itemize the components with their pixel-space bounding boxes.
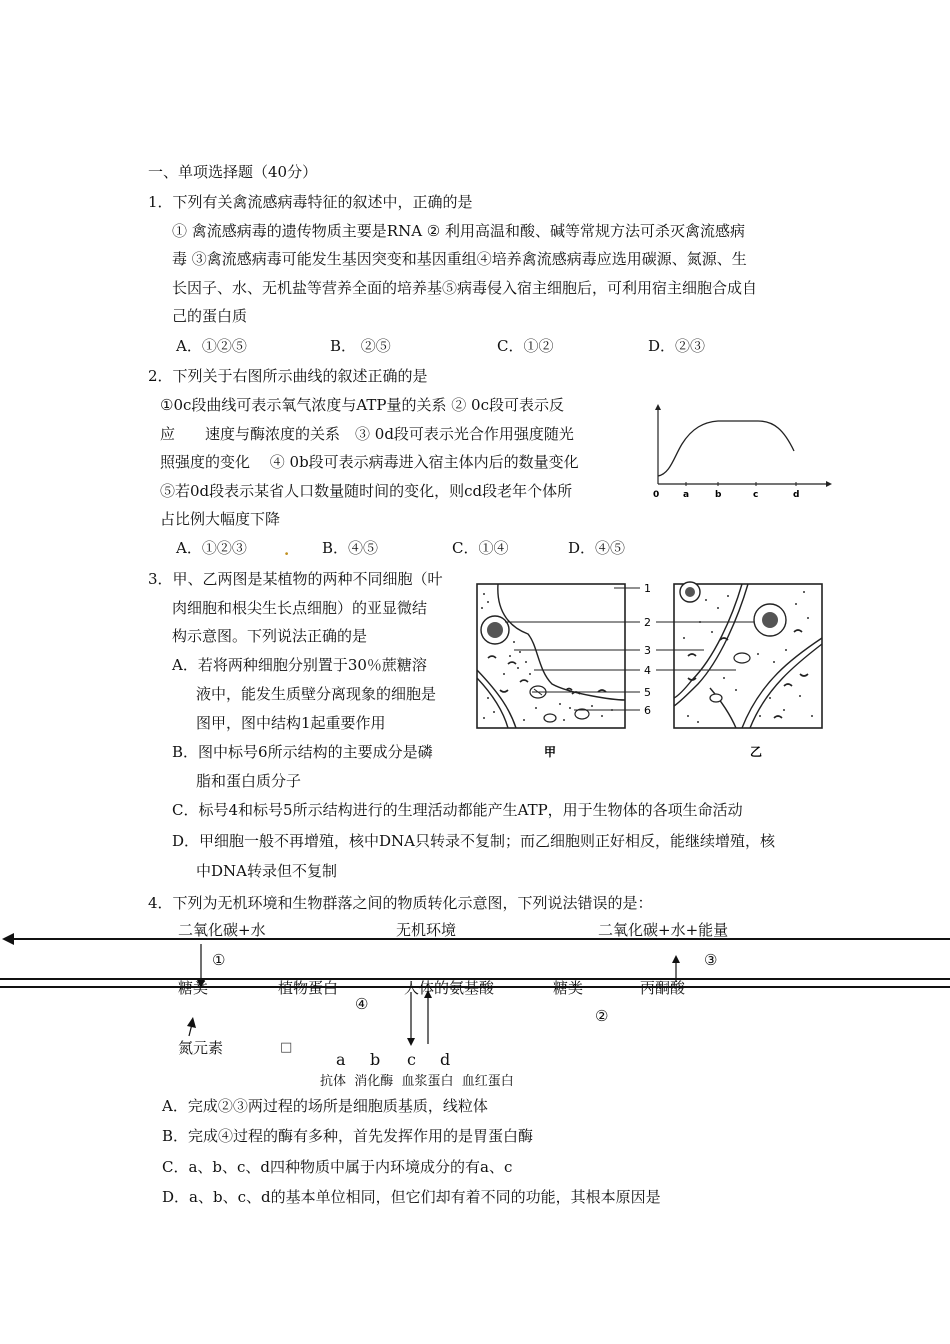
- question-4-option-b: B．完成④过程的酶有多种，首先发挥作用的是胃蛋白酶: [162, 1127, 534, 1145]
- question-3-stem: 3．甲、乙两图是某植物的两种不同细胞（叶: [148, 570, 443, 588]
- diagram-node: 糖类: [178, 979, 209, 997]
- question-2-line: 照强度的变化 ④ 0b段可表示病毒进入宿主体内后的数量变化: [160, 453, 579, 471]
- question-1-option-a: A．①②⑤: [176, 337, 247, 355]
- question-4-option-d: D．a、b、c、d的基本单位相同，但它们却有着不同的功能，其根本原因是: [162, 1188, 661, 1206]
- question-2-option-a: A．①②③: [176, 539, 247, 557]
- question-1-line: ① 禽流感病毒的遗传物质主要是RNA ② 利用高温和酸、碱等常规方法可杀灭禽流感病: [172, 222, 746, 240]
- diagram-node: 丙酮酸: [640, 979, 686, 997]
- protein-letter: d: [440, 1050, 451, 1069]
- box-glyph: □: [280, 1040, 293, 1055]
- question-2-line: 应 速度与酶浓度的关系 ③ 0d段可表示光合作用强度随光: [160, 425, 574, 443]
- question-2-stem: 2．下列关于右图所示曲线的叙述正确的是: [148, 367, 428, 385]
- caption-jia: 甲: [544, 745, 557, 759]
- diagram-node: 人体的氨基酸: [404, 979, 495, 997]
- question-3-option-c: C．标号4和标号5所示结构进行的生理活动都能产生ATP，用于生物体的各项生命活动: [172, 801, 743, 819]
- diagram-node: 植物蛋白: [278, 979, 339, 997]
- question-4-stem: 4．下列为无机环境和生物群落之间的物质转化示意图，下列说法错误的是：: [148, 894, 653, 912]
- cell-label: 4: [644, 664, 651, 677]
- curve-graph: [648, 402, 834, 500]
- graph-x-arrow: [826, 481, 832, 487]
- question-4-option-c: C．a、b、c、d四种物质中属于内环境成分的有a、c: [162, 1158, 513, 1176]
- question-1-line: 己的蛋白质: [172, 307, 248, 325]
- nitrogen-label: 氮元素: [178, 1039, 224, 1057]
- cell-label: 2: [644, 616, 651, 629]
- cell-label: 1: [644, 582, 651, 595]
- graph-tick-label: a: [683, 490, 690, 500]
- question-3-option-b: 脂和蛋白质分子: [196, 772, 302, 790]
- question-1-option-b: B． ②⑤: [330, 337, 391, 355]
- question-1-line: 毒 ③禽流感病毒可能发生基因突变和基因重组④培养禽流感病毒应选用碳源、氮源、生: [172, 250, 747, 268]
- question-2-line: ⑤若0d段表示某省人口数量随时间的变化，则cd段老年个体所: [160, 482, 573, 500]
- question-3-option-a: 液中，能发生质壁分离现象的细胞是: [196, 685, 437, 703]
- diagram-top-left: 二氧化碳+水: [178, 921, 266, 939]
- graph-tick-label: d: [793, 490, 800, 500]
- diagram-node: 糖类: [553, 979, 584, 997]
- question-3-stem: 构示意图。下列说法正确的是: [172, 627, 368, 645]
- question-1-option-d: D．②③: [648, 337, 706, 355]
- question-3-option-d: D．甲细胞一般不再增殖，核中DNA只转录不复制；而乙细胞则正好相反，能继续增殖，核: [172, 832, 776, 850]
- question-1-option-c: C．①②: [497, 337, 554, 355]
- question-2-option-c: C．①④: [452, 539, 509, 557]
- graph-tick-label: 0: [653, 490, 660, 500]
- question-3-option-d: 中DNA转录但不复制: [196, 862, 337, 880]
- protein-letter: b: [370, 1050, 381, 1069]
- question-1-line: 长因子、水、无机盐等营养全面的培养基⑤病毒侵入宿主细胞后，可利用宿主细胞合成自: [172, 279, 758, 297]
- cell-figure: [474, 578, 826, 764]
- protein-letter: c: [407, 1050, 416, 1069]
- stray-dot: .: [284, 541, 290, 559]
- circle-3: ③: [704, 951, 718, 969]
- question-3-option-a: 图甲，图中结构1起重要作用: [196, 714, 386, 732]
- question-2-line: ①0c段曲线可表示氧气浓度与ATP量的关系 ② 0c段可表示反: [160, 396, 564, 414]
- graph-y-arrow: [655, 404, 661, 410]
- graph-curve: [658, 421, 794, 476]
- section-title: 一、单项选择题（40分）: [148, 163, 318, 181]
- question-2-line: 占比例大幅度下降: [160, 510, 281, 528]
- material-flow-diagram: [0, 930, 950, 1070]
- diagram-top-mid: 无机环境: [396, 921, 457, 939]
- protein-letter: a: [336, 1050, 346, 1069]
- circle-2: ②: [595, 1007, 609, 1025]
- left-arrowhead: [2, 933, 14, 945]
- question-4-option-a: A．完成②③两过程的场所是细胞质基质，线粒体: [162, 1097, 488, 1115]
- graph-tick-label: c: [753, 490, 759, 500]
- question-3-option-b: B．图中标号6所示结构的主要成分是磷: [172, 743, 433, 761]
- question-3-stem: 肉细胞和根尖生长点细胞）的亚显微结: [172, 599, 428, 617]
- caption-yi: 乙: [750, 745, 763, 759]
- question-2-option-b: B．④⑤: [322, 539, 379, 557]
- question-1-stem: 1．下列有关禽流感病毒特征的叙述中，正确的是: [148, 193, 473, 211]
- protein-names: 抗体 消化酶 血浆蛋白 血红蛋白: [320, 1074, 514, 1089]
- question-2-option-d: D．④⑤: [568, 539, 626, 557]
- cell-jia: [477, 584, 625, 728]
- diagram-top-right: 二氧化碳+水+能量: [598, 921, 729, 939]
- circle-1: ①: [212, 951, 226, 969]
- cell-label: 5: [644, 686, 651, 699]
- cell-yi: [674, 582, 822, 728]
- circle-4: ④: [355, 995, 369, 1013]
- graph-tick-label: b: [715, 490, 722, 500]
- cell-label: 3: [644, 644, 651, 657]
- cell-label: 6: [644, 704, 651, 717]
- question-3-option-a: A．若将两种细胞分别置于30％蔗糖溶: [172, 656, 427, 674]
